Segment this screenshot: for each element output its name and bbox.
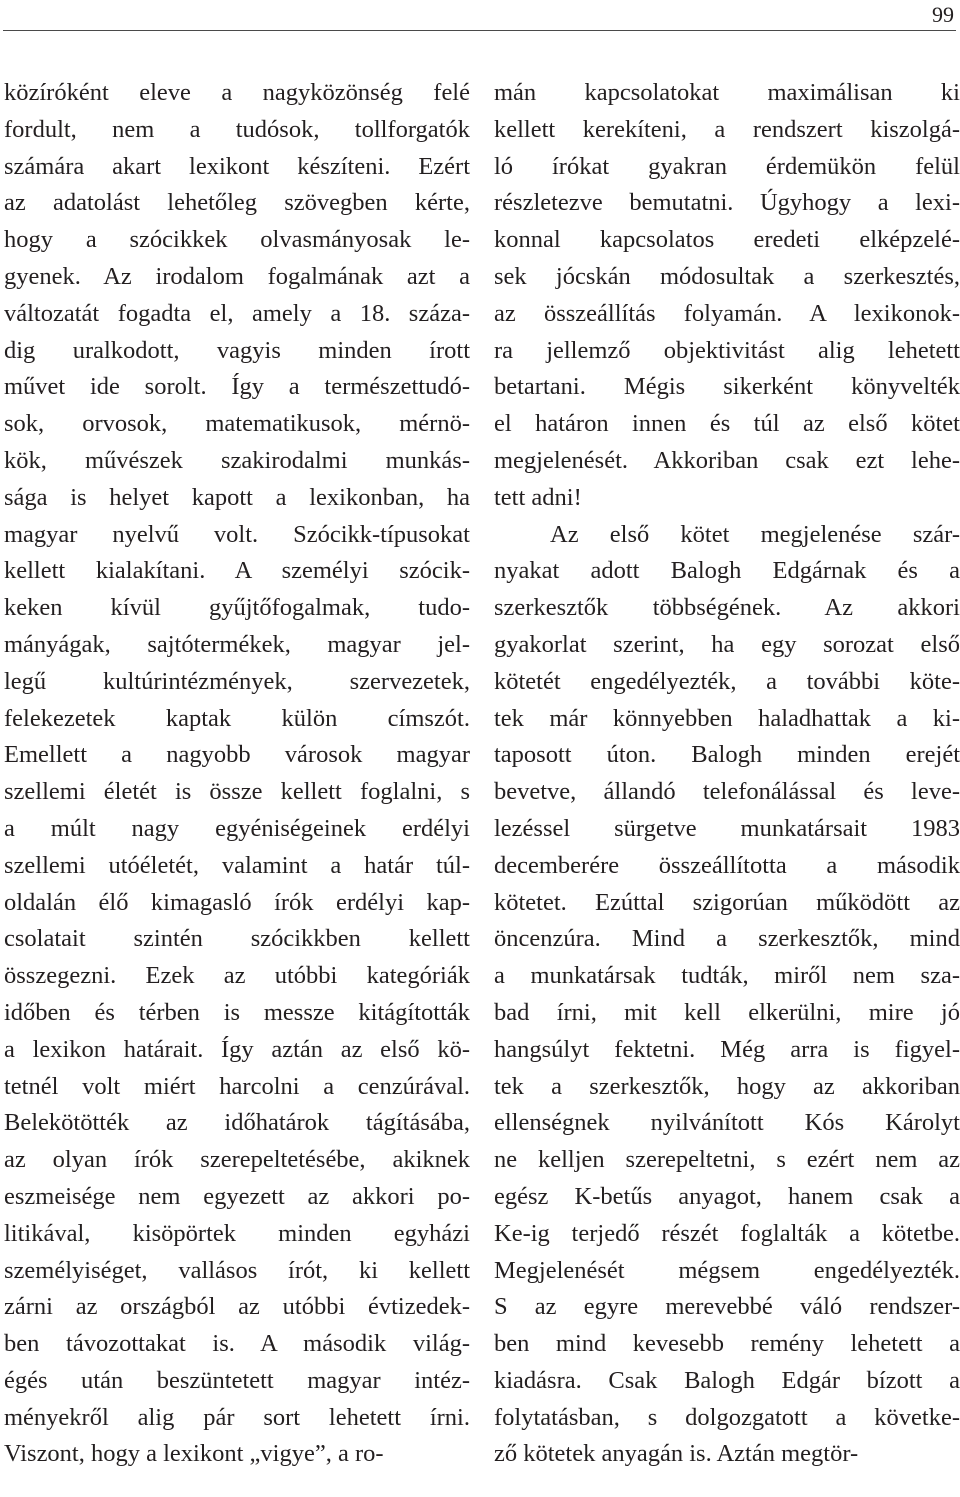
text-line: tek a szerkesztők, hogy az akkoriban — [494, 1072, 960, 1100]
text-line: el határon innen és túl az első kötet — [494, 410, 960, 438]
text-line: Belekötötték az időhatárok tágításába, — [4, 1109, 470, 1137]
text-line: művet ide sorolt. Így a természettudó- — [4, 373, 470, 401]
text-line: Az első kötet megjelenése szár- — [550, 520, 960, 548]
text-line: decemberére összeállította a második — [494, 851, 960, 879]
text-line: összegezni. Ezek az utóbbi kategóriák — [4, 962, 470, 990]
text-line: zárni az országból az utóbbi évtizedek- — [4, 1293, 470, 1321]
text-line: Viszont, hogy a lexikont „vigye”, a ro- — [4, 1440, 384, 1468]
text-line: csolatait szintén szócikkben kellett — [4, 925, 470, 953]
page-number: 99 — [932, 2, 954, 27]
text-line: ben mind kevesebb remény lehetett a — [494, 1330, 960, 1358]
text-line: sok, orvosok, matematikusok, mérnö- — [4, 410, 470, 438]
text-line: szellemi utóéletét, valamint a határ túl- — [4, 851, 470, 879]
text-line: közíróként eleve a nagyközönség felé — [4, 79, 470, 106]
text-line: kötetét engedélyezték, a további köte- — [494, 667, 960, 695]
text-line: kiadásra. Csak Balogh Edgár bízott a — [494, 1366, 960, 1394]
text-line: szerkesztők többségének. Az akkori — [494, 594, 960, 622]
text-line: szellemi életét is össze kellett foglalni, s — [4, 778, 470, 806]
text-line: ményekről alig pár sort lehetett írni. — [4, 1403, 470, 1431]
left-text-column — [4, 75, 470, 1473]
text-line: litikával, kisöpörtek minden egyházi — [4, 1219, 470, 1247]
text-line: keken kívül gyűjtőfogalmak, tudo- — [4, 594, 470, 622]
text-line: hangsúlyt fektetni. Még arra is figyel- — [494, 1035, 960, 1063]
text-line: a munkatársak tudták, miről nem sza- — [494, 962, 960, 990]
text-line: Emellett a nagyobb városok magyar — [4, 741, 470, 769]
text-line: változatát fogadta el, amely a 18. száza- — [4, 299, 470, 327]
right-text-column — [494, 75, 960, 1473]
text-line: betartani. Mégis sikerként könyvelték — [494, 373, 960, 401]
text-line: egész K-betűs anyagot, hanem csak a — [494, 1182, 960, 1210]
text-line: öncenzúra. Mind a szerkesztők, mind — [494, 925, 960, 953]
text-line: részletezve bemutatni. Úgyhogy a lexi- — [494, 189, 960, 217]
text-line: dig uralkodott, vagyis minden írott — [4, 336, 470, 364]
text-line: Megjelenését mégsem engedélyezték. — [494, 1256, 960, 1284]
text-line: gyenek. Az irodalom fogalmának azt a — [4, 262, 470, 290]
text-line: ző kötetek anyagán is. Aztán megtör- — [494, 1440, 859, 1468]
text-line: ne kelljen szerepeltetni, s ezért nem az — [494, 1146, 960, 1174]
text-line: ben távozottakat is. A második világ- — [4, 1330, 470, 1358]
text-line: Ke-ig terjedő részét foglalták a kötetbe. — [494, 1219, 960, 1247]
text-line: konnal kapcsolatos eredeti elképzelé- — [494, 226, 960, 254]
text-line: számára akart lexikont készíteni. Ezért — [4, 152, 470, 180]
text-line: égés után beszüntetett magyar intéz- — [4, 1366, 470, 1394]
text-line: az olyan írók szerepeltetésébe, akiknek — [4, 1146, 470, 1174]
text-line: tetnél volt miért harcolni a cenzúrával. — [4, 1072, 470, 1100]
text-line: az adatolást lehetőleg szövegben kérte, — [4, 189, 470, 217]
text-line: mán kapcsolatokat maximálisan ki — [494, 79, 960, 106]
text-line: tett adni! — [494, 483, 582, 511]
header-rule — [3, 30, 956, 31]
text-line: hogy a szócikkek olvasmányosak le- — [4, 226, 470, 254]
text-line: kellett kerekíteni, a rendszert kiszolgá- — [494, 115, 960, 143]
text-line: felekezetek kaptak külön címszót. — [4, 704, 470, 732]
text-line: S az egyre merevebbé váló rendszer- — [494, 1293, 960, 1321]
text-line: kötetet. Ezúttal szigorúan működött az — [494, 888, 960, 916]
text-line: kellett kialakítani. A személyi szócik- — [4, 557, 470, 585]
text-line: sága is helyet kapott a lexikonban, ha — [4, 483, 470, 511]
text-line: ellenségnek nyilvánított Kós Károlyt — [494, 1109, 960, 1137]
text-line: taposott úton. Balogh minden erejét — [494, 741, 960, 769]
text-line: a lexikon határait. Így aztán az első kö- — [4, 1035, 470, 1063]
text-line: folytatásban, s dolgozgatott a követke- — [494, 1403, 960, 1431]
text-line: fordult, nem a tudósok, tollforgatók — [4, 115, 470, 143]
text-line: megjelenését. Akkoriban csak ezt lehe- — [494, 446, 960, 474]
text-line: bad írni, mit kell elkerülni, mire jó — [494, 998, 960, 1026]
text-line: bevetve, állandó telefonálással és leve- — [494, 778, 960, 806]
text-line: legű kultúrintézmények, szervezetek, — [4, 667, 470, 695]
text-line: eszmeisége nem egyezett az akkori po- — [4, 1182, 470, 1210]
text-line: az összeállítás folyamán. A lexikonok- — [494, 299, 960, 327]
text-line: nyakat adott Balogh Edgárnak és a — [494, 557, 960, 585]
text-line: időben és térben is messze kitágították — [4, 998, 470, 1026]
text-line: lezéssel sürgetve munkatársait 1983 — [494, 814, 960, 842]
text-line: ló írókat gyakran érdemükön felül — [494, 152, 960, 180]
text-line: kök, művészek szakirodalmi munkás- — [4, 446, 470, 474]
text-line: ra jellemző objektivitást alig lehetett — [494, 336, 960, 364]
text-line: a múlt nagy egyéniségeinek erdélyi — [4, 814, 470, 842]
text-line: mányágak, sajtótermékek, magyar jel- — [4, 630, 470, 658]
text-line: tek már könnyebben haladhattak a ki- — [494, 704, 960, 732]
text-line: magyar nyelvű volt. Szócikk-típusokat — [4, 520, 470, 548]
text-line: oldalán élő kimagasló írók erdélyi kap- — [4, 888, 470, 916]
text-line: személyiséget, vallásos írót, ki kellett — [4, 1256, 470, 1284]
text-line: sek jócskán módosultak a szerkesztés, — [494, 262, 960, 290]
text-line: gyakorlat szerint, ha egy sorozat első — [494, 630, 960, 658]
